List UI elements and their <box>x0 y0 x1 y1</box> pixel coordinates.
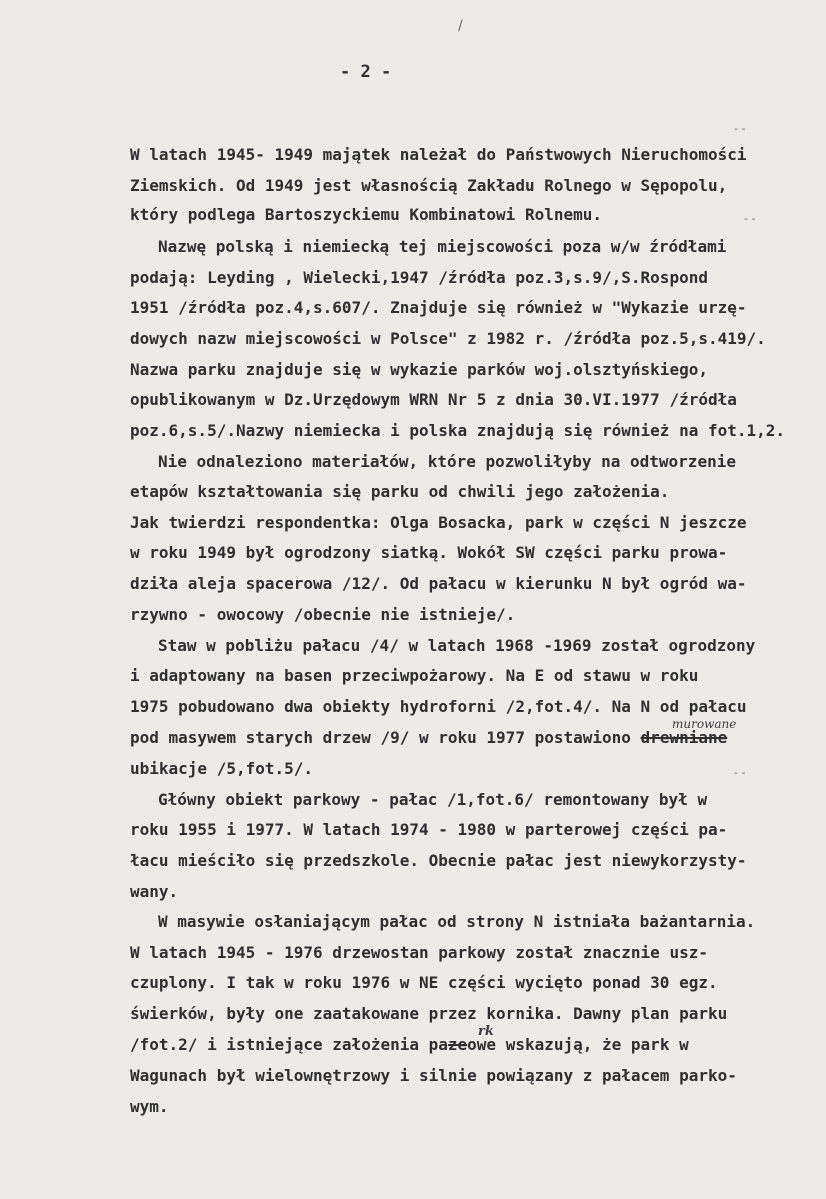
struck-word: drewniane <box>640 728 728 747</box>
text-line: dziła aleja spacerowa /12/. Od pałacu w kierunku N był ogród wa- <box>130 574 747 593</box>
page-number: - 2 - <box>340 62 392 82</box>
text-line: świerków, były one zaatakowane przez kornika. Dawny plan parku <box>130 1004 728 1023</box>
text-line: w roku 1949 był ogrodzony siatką. Wokół SW części parku prowa- <box>130 543 728 562</box>
text-line: Nazwę polską i niemiecką tej miejscowości poza w/w źródłami <box>158 237 727 256</box>
text-line: podają: Leyding , Wielecki,1947 /źródła poz.3,s.9/,S.Rospond <box>130 268 708 287</box>
text-line: i adaptowany na basen przeciwpożarowy. Na E od stawu w roku <box>130 666 699 685</box>
text-line: Główny obiekt parkowy - pałac /1,fot.6/ remontowany był w <box>158 790 708 809</box>
text-line <box>130 1035 689 1055</box>
scan-mark: - - <box>734 122 746 135</box>
text-span: pod masywem starych drzew /9/ w roku 1977 postawiono <box>130 728 631 747</box>
text-line: W masywie osłaniającym pałac od strony N istniała bażantarnia. <box>158 912 756 931</box>
scan-mark: - - <box>734 766 746 779</box>
text-line: wany. <box>130 882 179 901</box>
struck-word: ze <box>447 1035 468 1054</box>
text-span: /fot.2/ i istniejące założenia pa <box>130 1035 448 1054</box>
text-span: owe wskazują, że park w <box>467 1035 689 1054</box>
text-line: dowych nazw miejscowości w Polsce" z 1982 r. /źródła poz.5,s.419/. <box>130 329 766 348</box>
text-line: Wagunach był wielownętrzowy i silnie powiązany z pałacem parko- <box>130 1066 737 1085</box>
text-line <box>130 728 727 748</box>
text-line: etapów kształtowania się parku od chwili jego założenia. <box>130 482 670 501</box>
text-line: Jak twierdzi respondentka: Olga Bosacka, park w części N jeszcze <box>130 513 747 532</box>
text-line: W latach 1945 - 1976 drzewostan parkowy został znacznie usz- <box>130 943 708 962</box>
text-line: Nazwa parku znajduje się w wykazie parków woj.olsztyńskiego, <box>130 360 708 379</box>
text-line: poz.6,s.5/.Nazwy niemiecka i polska znajdują się również na fot.1,2. <box>130 421 786 440</box>
text-line: ubikacje /5,fot.5/. <box>130 759 314 778</box>
text-line: wym. <box>130 1097 169 1116</box>
text-line: Nie odnaleziono materiałów, które pozwoliłyby na odtworzenie <box>158 452 736 471</box>
text-line: rzywno - owocowy /obecnie nie istnieje/. <box>130 605 516 624</box>
text-line: 1975 pobudowano dwa obiekty hydroforni /2,fot.4/. Na N od pałacu <box>130 697 747 716</box>
text-line: roku 1955 i 1977. W latach 1974 - 1980 w parterowej części pa- <box>130 820 728 839</box>
handwritten-insertion: murowane <box>672 717 737 731</box>
text-line: czuplony. I tak w roku 1976 w NE części wycięto ponad 30 egz. <box>130 973 718 992</box>
text-line: 1951 /źródła poz.4,s.607/. Znajduje się również w "Wykazie urzę- <box>130 298 747 317</box>
scan-mark: / <box>458 18 463 34</box>
text-line: opublikowanym w Dz.Urzędowym WRN Nr 5 z dnia 30.VI.1977 /źródła <box>130 390 737 409</box>
handwritten-insertion: rk <box>478 1024 494 1039</box>
text-line: Ziemskich. Od 1949 jest własnością Zakładu Rolnego w Sępopolu, <box>130 176 728 195</box>
text-line: W latach 1945- 1949 majątek należał do Państwowych Nieruchomości <box>130 145 747 164</box>
text-line: Staw w pobliżu pałacu /4/ w latach 1968 -1969 został ogrodzony <box>158 636 756 655</box>
text-line: łacu mieściło się przedszkole. Obecnie pałac jest niewykorzysty- <box>130 851 747 870</box>
scan-mark: - - <box>744 212 756 225</box>
text-line: który podlega Bartoszyckiemu Kombinatowi Rolnemu. <box>130 205 603 224</box>
